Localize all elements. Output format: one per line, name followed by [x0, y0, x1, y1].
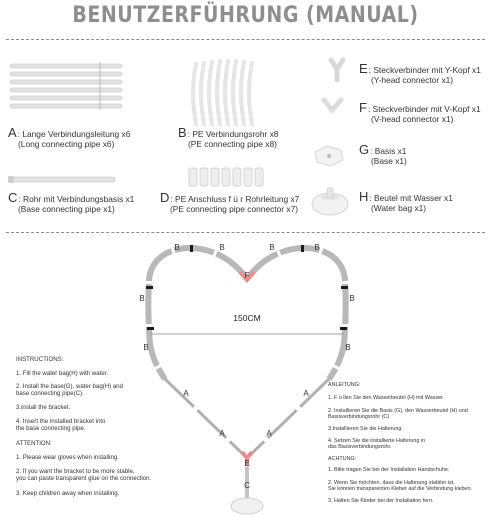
en-step-4b: the base connecting pipe.	[16, 425, 86, 432]
water-bag-illustration	[312, 188, 348, 215]
de-attention-3: 3. Halten Sie Kinder bei der Installation fern.	[328, 498, 434, 504]
label-b-1: B	[174, 243, 180, 252]
y-connector-illustration	[331, 60, 343, 80]
en-attention-1: 1. Please wear gloves when installing.	[16, 454, 119, 461]
page-title: BENUTZERFÜHRUNG (MANUAL)	[72, 2, 419, 28]
attention-de-heading: ACHTUNG:	[328, 456, 357, 462]
label-b-5: B	[139, 294, 145, 303]
pipe-connectors-illustration	[189, 168, 263, 186]
instructions-en-heading: INSTRUCTIONS:	[16, 356, 64, 363]
de-step-2b: Basisverbindungsrohr (C)	[328, 414, 390, 420]
label-c: C	[244, 481, 250, 490]
de-step-1: 1. F ü llen Sie den Wasserbeutel (H) mit Wasser.	[328, 395, 445, 401]
long-pipes-illustration	[10, 62, 122, 110]
attention-en-heading: ATTENTION:	[16, 440, 52, 447]
label-b-3: B	[269, 243, 275, 252]
label-f: F	[244, 271, 250, 280]
v-connector-illustration	[324, 100, 341, 110]
label-e: E	[244, 459, 250, 468]
en-attention-2b: you can paste transparent glue on the connection.	[16, 475, 152, 482]
width-label: 150CM	[233, 313, 261, 323]
curved-pipes-illustration	[193, 61, 252, 124]
label-b-2: B	[219, 243, 225, 252]
en-step-3: 3.install the bracket.	[16, 404, 71, 411]
de-step-4b: das Basisverbindungsrohr.	[328, 444, 392, 450]
part-b-label: B: PE Verbindungsrohr x8 (PE connecting pipe x8)	[178, 125, 279, 149]
en-attention-2: 2. If you want the bracket to be more stable,	[16, 468, 135, 475]
label-b-7: B	[143, 343, 149, 352]
de-step-3: 3.Installieren Sie die Halterung.	[328, 426, 403, 432]
base-bag-mark	[231, 498, 263, 514]
label-a-4: A	[266, 429, 272, 438]
base-pipe-illustration	[8, 176, 115, 183]
label-a-1: A	[183, 389, 189, 398]
part-f-label: F: Steckverbinder mit V-Kopf x1 (V-head connector x1)	[359, 100, 481, 124]
label-a-2: A	[219, 429, 225, 438]
label-b-8: B	[345, 343, 351, 352]
de-step-2: 2. Installieren Sie die Basis (G), den Wasserbeutel (H) und	[328, 408, 468, 414]
part-g-label: G: Basis x1 (Base x1)	[359, 142, 407, 166]
en-step-1: 1. Fill the water bag(H) with water.	[16, 370, 109, 377]
base-illustration	[315, 146, 343, 166]
label-b-4: B	[314, 243, 320, 252]
label-b-6: B	[349, 294, 355, 303]
de-attention-2b: Sie können transparenten Kleber auf die Verbindung kleben.	[328, 486, 473, 492]
part-h-label: H: Beutel mit Wasser x1 (Water bag x1)	[359, 189, 453, 213]
part-a-label: A: Lange Verbindungsleitung x6 (Long connecting pipe x6)	[8, 125, 131, 149]
en-attention-3: 3. Keep children away when installing.	[16, 490, 120, 497]
de-attention-2: 2. Wenn Sie möchten, dass die Halterung stabiler ist,	[328, 480, 455, 486]
en-step-4: 4. Insert the installed bracket into	[16, 418, 106, 425]
en-step-2: 2. Install the base(G), water bag(H) and	[16, 383, 124, 390]
part-d-label: D: PE Anschluss f ü r Rohrleitung x7 (PE connecting pipe connector x7)	[160, 190, 300, 214]
part-c-label: C: Rohr mit Verbindungsbasis x1 (Base connecting pipe x1)	[8, 190, 135, 214]
instructions-de-heading: ANLEITUNG:	[328, 382, 361, 388]
part-e-label: E: Steckverbinder mit Y-Kopf x1 (Y-head connector x1)	[359, 61, 481, 85]
middle-divider	[6, 232, 485, 233]
en-step-2b: base connecting pipe(C).	[16, 390, 84, 397]
de-step-4: 4. Setzen Sie die installierte Halterung in	[328, 438, 426, 444]
de-attention-1: 1. Bitte tragen Sie bei der Installation Handschuhe.	[328, 467, 450, 473]
top-divider	[6, 39, 485, 40]
label-a-3: A	[303, 389, 309, 398]
